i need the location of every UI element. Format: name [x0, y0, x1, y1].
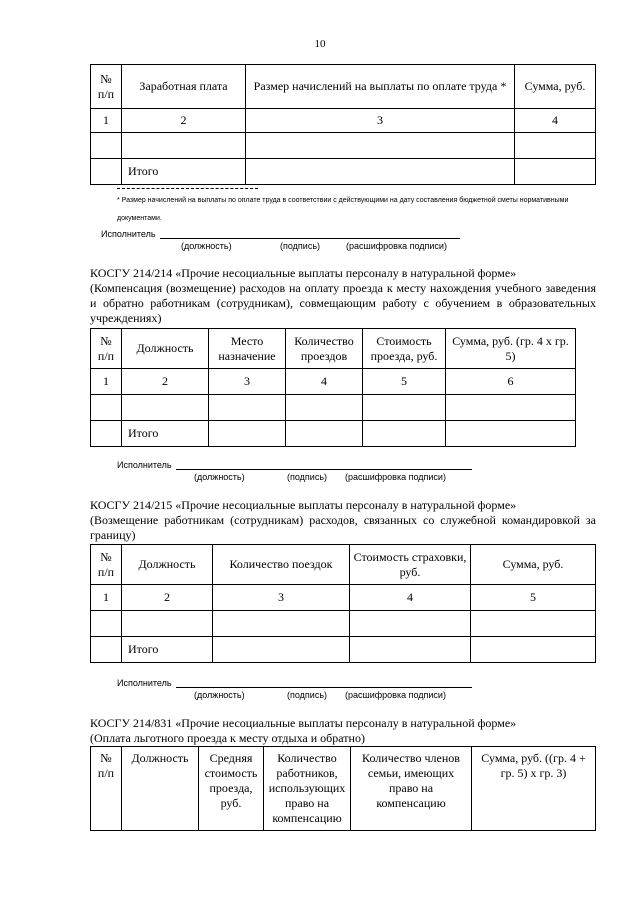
- position-caption: (должность): [194, 472, 245, 482]
- table-travel-study: [90, 328, 576, 447]
- empty-cell: [286, 421, 363, 447]
- empty-cell: [209, 421, 286, 447]
- empty-cell: [363, 421, 446, 447]
- section-heading: [90, 716, 596, 746]
- header-cell: Заработная плата: [122, 65, 246, 109]
- empty-cell: [122, 133, 246, 159]
- number-cell: 2: [122, 109, 246, 133]
- header-cell: Количество работников, использующих право на компенсацию: [264, 747, 351, 831]
- empty-cell: [246, 159, 515, 185]
- total-label: Итого: [122, 421, 209, 447]
- signature-line: [160, 238, 460, 239]
- signature-line: [176, 687, 472, 688]
- header-cell: Сумма, руб. (гр. 4 х гр. 5): [446, 329, 576, 369]
- section-subtitle: (Возмещение работникам (сотрудникам) расходов, связанных со служебной командировкой за границу): [90, 513, 596, 542]
- decode-caption: (расшифровка подписи): [346, 241, 447, 251]
- header-cell: Сумма, руб. ((гр. 4 + гр. 5) х гр. 3): [472, 747, 596, 831]
- empty-cell: [471, 611, 596, 637]
- number-cell: 3: [246, 109, 515, 133]
- header-cell: Размер начислений на выплаты по оплате труда *: [246, 65, 515, 109]
- number-cell: 4: [515, 109, 596, 133]
- section-title: КОСГУ 214/215 «Прочие несоциальные выплаты персоналу в натуральной форме»: [90, 498, 517, 512]
- number-cell: 2: [122, 369, 209, 395]
- header-cell: Должность: [122, 747, 199, 831]
- empty-cell: [515, 159, 596, 185]
- number-cell: 6: [446, 369, 576, 395]
- footnote: * Размер начислений на выплаты по оплате труда в соответствии с действующими на дату составления бюджетной сметы нормативными документами.: [117, 197, 569, 222]
- number-cell: 5: [363, 369, 446, 395]
- empty-cell: [471, 637, 596, 663]
- header-cell: Количество проездов: [286, 329, 363, 369]
- executor-label: Исполнитель: [117, 460, 172, 470]
- position-caption: (должность): [194, 690, 245, 700]
- table-salary: [90, 64, 596, 185]
- number-cell: 3: [213, 585, 350, 611]
- empty-cell: [515, 133, 596, 159]
- section-title: КОСГУ 214/214 «Прочие несоциальные выплаты персоналу в натуральной форме»: [90, 266, 517, 280]
- executor-label: Исполнитель: [117, 678, 172, 688]
- section-heading: [90, 498, 596, 543]
- header-cell: № п/п: [91, 329, 122, 369]
- header-cell: Должность: [122, 329, 209, 369]
- section-subtitle: (Компенсация (возмещение) расходов на оплату проезда к месту нахождения учебного заведения и обратно работникам (сотрудникам), совмещающим работу с обучением в образовательных учреждениях): [90, 281, 596, 325]
- empty-cell: [91, 133, 122, 159]
- signature-line: [176, 469, 472, 470]
- empty-cell: [213, 637, 350, 663]
- number-cell: 1: [91, 585, 122, 611]
- empty-cell: [246, 133, 515, 159]
- total-label: Итого: [122, 637, 213, 663]
- sign-caption: (подпись): [287, 690, 328, 700]
- header-cell: № п/п: [91, 747, 122, 831]
- header-cell: Количество поездок: [213, 545, 350, 585]
- empty-cell: [122, 611, 213, 637]
- empty-cell: [350, 637, 471, 663]
- header-cell: Сумма, руб.: [515, 65, 596, 109]
- empty-cell: [350, 611, 471, 637]
- header-cell: № п/п: [91, 545, 122, 585]
- header-cell: Место назначение: [209, 329, 286, 369]
- empty-cell: [446, 395, 576, 421]
- section-title: КОСГУ 214/831 «Прочие несоциальные выплаты персоналу в натуральной форме»: [90, 716, 517, 730]
- sign-caption: (подпись): [280, 241, 321, 251]
- header-cell: Средняя стоимость проезда, руб.: [199, 747, 264, 831]
- total-label: Итого: [122, 159, 246, 185]
- number-cell: 1: [91, 369, 122, 395]
- number-cell: 5: [471, 585, 596, 611]
- number-cell: 2: [122, 585, 213, 611]
- empty-cell: [213, 611, 350, 637]
- header-cell: Стоимость страховки, руб.: [350, 545, 471, 585]
- decode-caption: (расшифровка подписи): [345, 472, 446, 482]
- footnote-separator: [117, 188, 258, 189]
- header-cell: № п/п: [91, 65, 122, 109]
- empty-cell: [446, 421, 576, 447]
- section-subtitle: (Оплата льготного проезда к месту отдыха и обратно): [90, 731, 365, 745]
- empty-cell: [122, 395, 209, 421]
- header-cell: Стоимость проезда, руб.: [363, 329, 446, 369]
- header-cell: Должность: [122, 545, 213, 585]
- number-cell: 4: [286, 369, 363, 395]
- number-cell: 4: [350, 585, 471, 611]
- table-vacation-travel: [90, 746, 596, 831]
- empty-cell: [91, 395, 122, 421]
- header-cell: Сумма, руб.: [471, 545, 596, 585]
- empty-cell: [91, 637, 122, 663]
- decode-caption: (расшифровка подписи): [345, 690, 446, 700]
- position-caption: (должность): [181, 241, 232, 251]
- empty-cell: [91, 611, 122, 637]
- section-heading: [90, 266, 596, 326]
- number-cell: 1: [91, 109, 122, 133]
- empty-cell: [91, 159, 122, 185]
- sign-caption: (подпись): [287, 472, 328, 482]
- table-business-trip: [90, 544, 596, 663]
- empty-cell: [363, 395, 446, 421]
- number-cell: 3: [209, 369, 286, 395]
- empty-cell: [91, 421, 122, 447]
- empty-cell: [209, 395, 286, 421]
- empty-cell: [286, 395, 363, 421]
- page-number: 10: [314, 38, 326, 50]
- executor-label: Исполнитель: [101, 229, 156, 239]
- header-cell: Количество членов семьи, имеющих право на компенсацию: [351, 747, 472, 831]
